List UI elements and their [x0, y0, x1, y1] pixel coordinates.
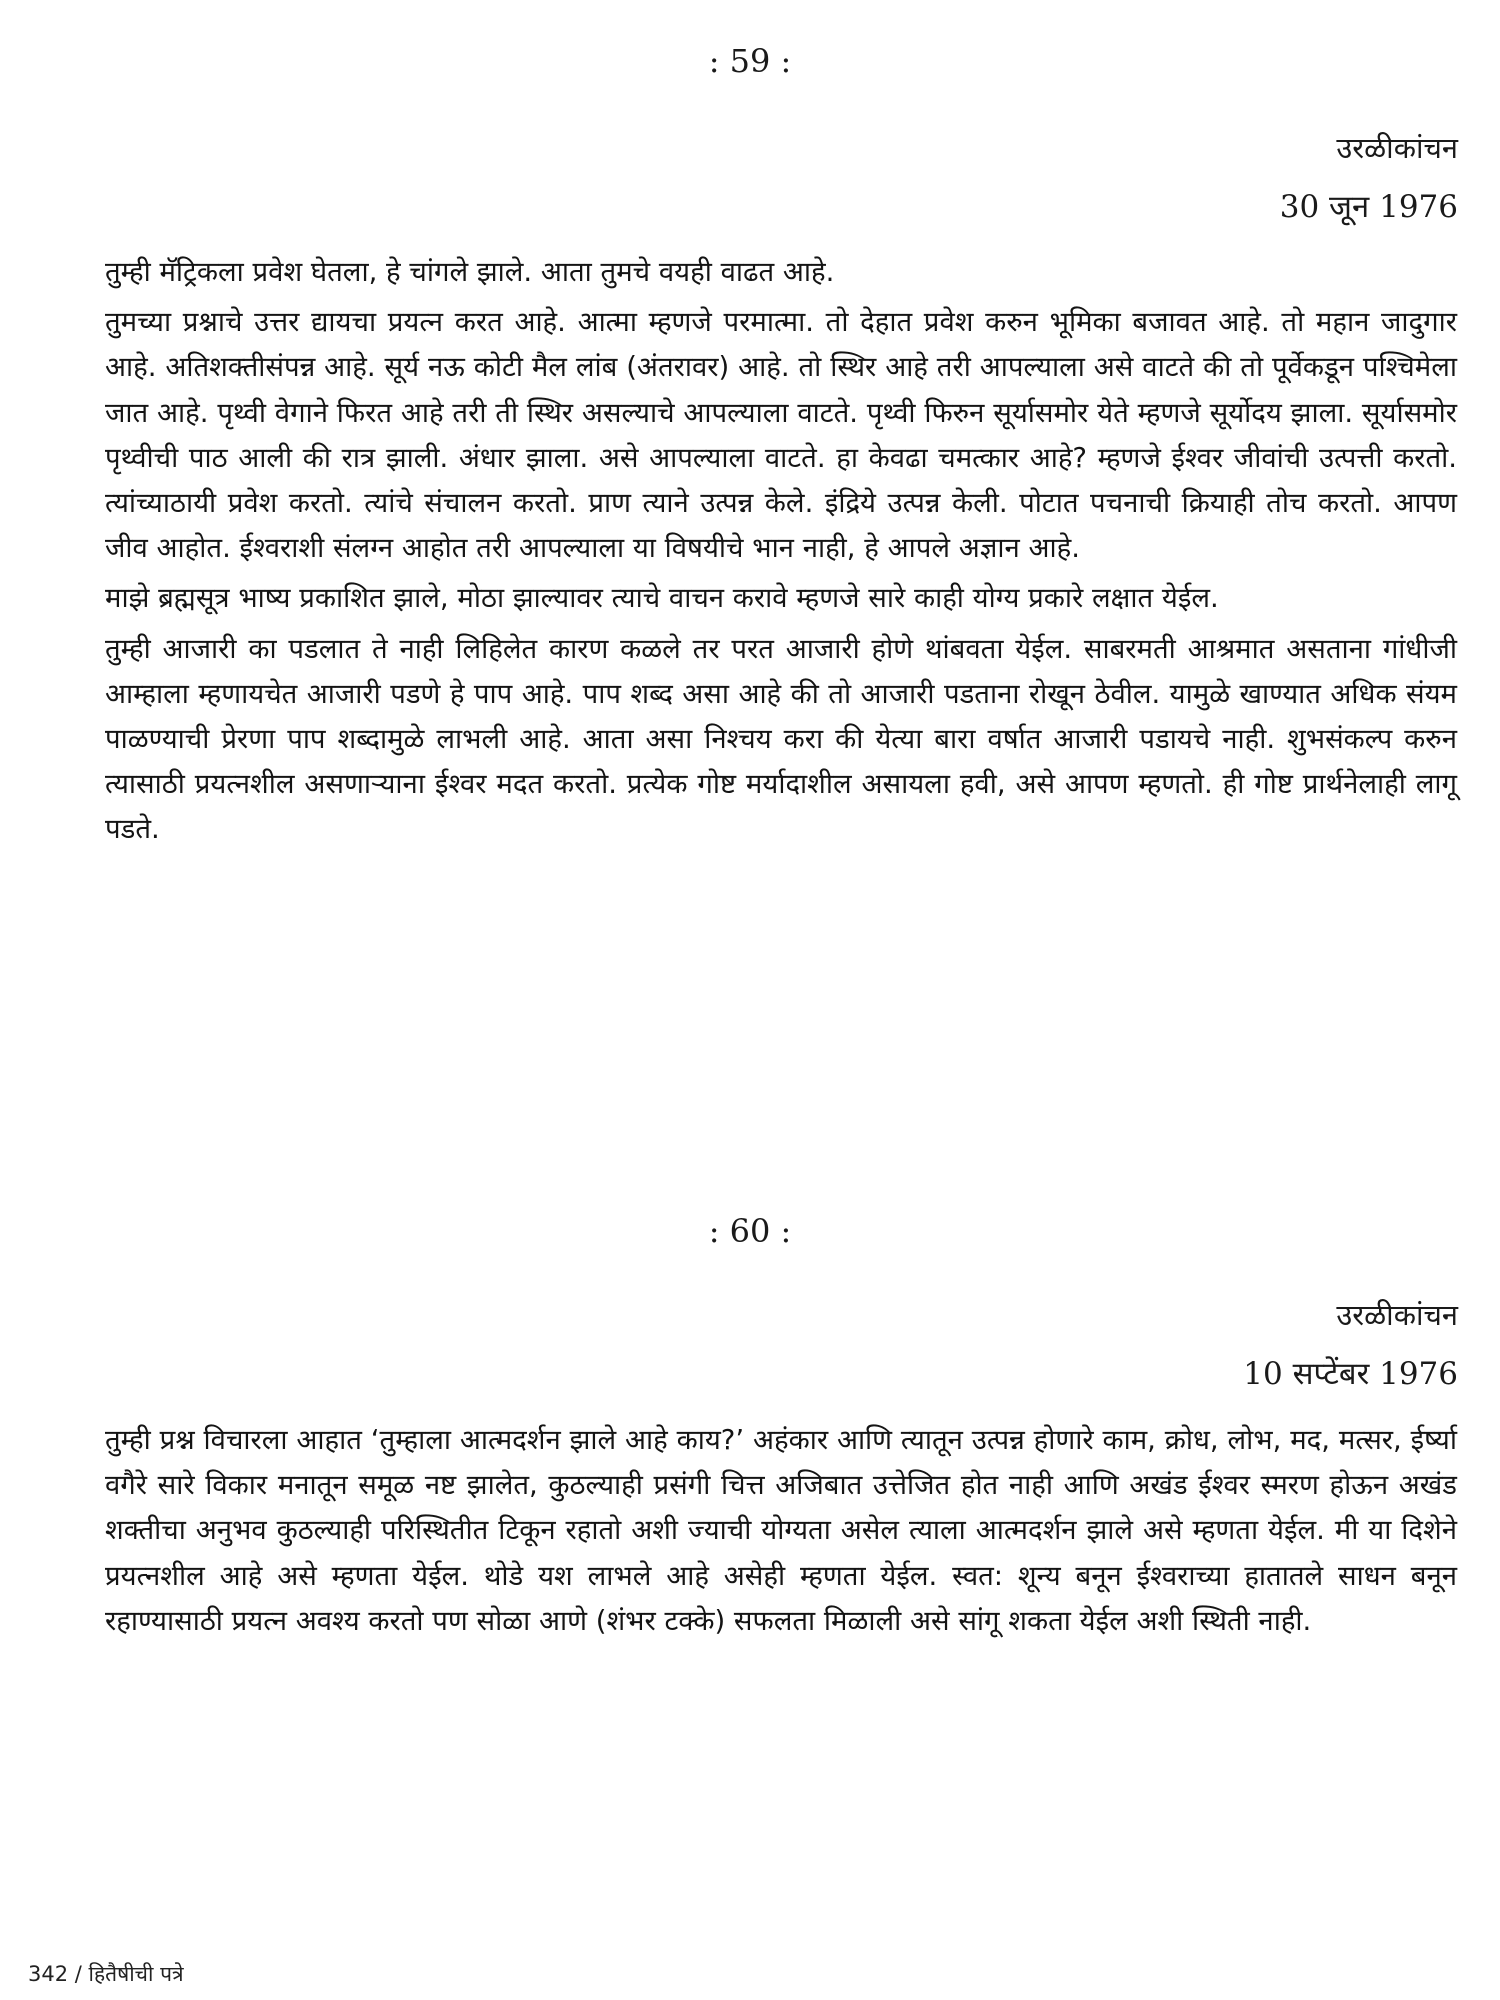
page-footer: 342 / हितैषीची पत्रे: [28, 1962, 184, 1986]
letter-place: उरळीकांचन: [1336, 1298, 1458, 1332]
letter-number: : 60 :: [708, 1212, 792, 1250]
letter-paragraph: तुम्ही प्रश्न विचारला आहात ‘तुम्हाला आत्मदर्शन झाले आहे काय?’ अहंकार आणि त्यातून उत्पन्न होणारे काम, क्रोध, लोभ, मद, मत्सर, ईर्ष्या वगैरे सारे विकार मनातून समूळ नष्ट झालेत, कुठल्याही प्रसंगी चित्त अजिबात उत्तेजित होत नाही आणि अखंड ईश्वर स्मरण होऊन अखंड शक्तीचा अनुभव कुठल्याही परिस्थितीत टिकून रहातो अशी ज्याची योग्यता असेल त्याला आत्मदर्शन झाले असे म्हणता येईल. मी या दिशेने प्रयत्नशील आहे असे म्हणता येईल. थोडे यश लाभले आहे असेही म्हणता येईल. स्वत: शून्य बनून ईश्वराच्या हातातले साधन बनून रहाण्यासाठी प्रयत्न अवश्य करतो पण सोळा आणे (शंभर टक्के) सफलता मिळाली असे सांगू शकता येईल अशी स्थिती नाही.: [105, 1424, 1457, 1637]
letter-date: 10 सप्टेंबर 1976: [1243, 1356, 1458, 1392]
letter-paragraph: तुम्ही आजारी का पडलात ते नाही लिहिलेत कारण कळले तर परत आजारी होणे थांबवता येईल. साबरमती आश्रमात असताना गांधीजी आम्हाला म्हणायचेत आजारी पडणे हे पाप आहे. पाप शब्द असा आहे की तो आजारी पडताना रोखून ठेवील. यामुळे खाण्यात अधिक संयम पाळण्याची प्रेरणा पाप शब्दामुळे लाभली आहे. आता असा निश्चय करा की येत्या बारा वर्षात आजारी पडायचे नाही. शुभसंकल्प करुन त्यासाठी प्रयत्नशील असणाऱ्याना ईश्वर मदत करतो. प्रत्येक गोष्ट मर्यादाशील असायला हवी, असे आपण म्हणतो. ही गोष्ट प्रार्थनेलाही लागू पडते.: [105, 632, 1457, 846]
letter-paragraph: माझे ब्रह्मसूत्र भाष्य प्रकाशित झाले, मोठा झाल्यावर त्याचे वाचन करावे म्हणजे सारे काही योग्य प्रकारे लक्षात येईल.: [105, 582, 1219, 615]
letter-place: उरळीकांचन: [1336, 131, 1458, 165]
letter-paragraph: तुमच्या प्रश्नाचे उत्तर द्यायचा प्रयत्न करत आहे. आत्मा म्हणजे परमात्मा. तो देहात प्रवेश करुन भूमिका बजावत आहे. तो महान जादुगार आहे. अतिशक्तीसंपन्न आहे. सूर्य नऊ कोटी मैल लांब (अंतरावर) आहे. तो स्थिर आहे तरी आपल्याला असे वाटते की तो पूर्वेकडून पश्चिमेला जात आहे. पृथ्वी वेगाने फिरत आहे तरी ती स्थिर असल्याचे आपल्याला वाटते. पृथ्वी फिरुन सूर्यासमोर येते म्हणजे सूर्योदय झाला. सूर्यासमोर पृथ्वीची पाठ आली की रात्र झाली. अंधार झाला. असे आपल्याला वाटते. हा केवढा चमत्कार आहे? म्हणजे ईश्वर जीवांची उत्पत्ती करतो. त्यांच्याठायी प्रवेश करतो. त्यांचे संचालन करतो. प्राण त्याने उत्पन्न केले. इंद्रिये उत्पन्न केली. पोटात पचनाची क्रियाही तोच करतो. आपण जीव आहोत. ईश्वराशी संलग्न आहोत तरी आपल्याला या विषयीचे भान नाही, हे आपले अज्ञान आहे.: [105, 306, 1457, 565]
letter-number: : 59 :: [708, 42, 792, 80]
letter-body: [105, 250, 1457, 858]
letter-body: [105, 1418, 1457, 1649]
letter-paragraph: तुम्ही मॅट्रिकला प्रवेश घेतला, हे चांगले झाले. आता तुमचे वयही वाढत आहे.: [105, 256, 835, 288]
letter-date: 30 जून 1976: [1279, 189, 1458, 225]
